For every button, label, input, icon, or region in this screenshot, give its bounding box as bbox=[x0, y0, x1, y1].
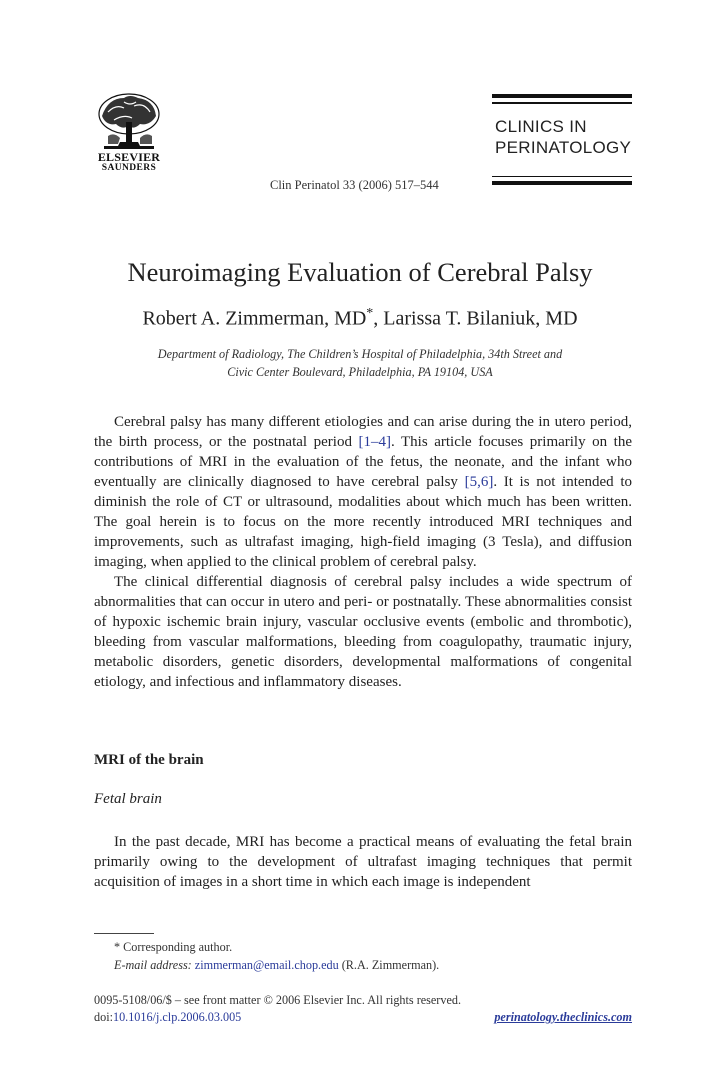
corresponding-marker[interactable]: * bbox=[366, 306, 374, 321]
publisher-imprint: SAUNDERS bbox=[101, 163, 157, 173]
banner-rule bbox=[492, 176, 632, 178]
journal-name-line1: CLINICS IN bbox=[495, 116, 587, 136]
page-footer bbox=[94, 992, 632, 1026]
author-list bbox=[0, 306, 720, 331]
citation-link[interactable]: [5,6] bbox=[464, 474, 494, 490]
journal-name-line2: PERINATOLOGY bbox=[495, 137, 632, 157]
banner-rule bbox=[492, 181, 632, 185]
affiliation-line: Department of Radiology, The Children’s Hospital of Philadelphia, 34th Street and bbox=[157, 347, 563, 361]
doi-link[interactable]: 10.1016/j.clp.2006.03.005 bbox=[112, 1010, 242, 1024]
publisher-name: ELSEVIER bbox=[97, 150, 161, 164]
paragraph-text: . This article focuses primarily on the contributions of MRI in the evaluation of the fetus, the neonate, and the infant who eventually are clinically diagnosed to have cerebral palsy bbox=[94, 434, 633, 490]
doi-line bbox=[94, 1009, 241, 1026]
email-link[interactable]: zimmerman@email.chop.edu bbox=[194, 958, 339, 972]
section-heading: MRI of the brain bbox=[94, 752, 204, 768]
article-title: Neuroimaging Evaluation of Cerebral Palsy bbox=[127, 257, 593, 287]
affiliation bbox=[120, 345, 600, 381]
paragraph: The clinical differential diagnosis of cerebral palsy includes a wide spectrum of abnormalities that can occur in utero and peri- or postnatally. These abnormalities consist of hypoxic ischemic brain injury, vascular occlusive events (embolic and thrombotic), bleeding from vascular malformations, bleeding from coagulopathy, traumatic injury, metabolic disorders, genetic disorders, developmental malformations of congenital etiology, and infectious and inflammatory diseases. bbox=[94, 574, 632, 690]
corresponding-author-note: * Corresponding author. bbox=[114, 940, 233, 954]
subsection-heading: Fetal brain bbox=[94, 791, 162, 807]
paragraph: In the past decade, MRI has become a practical means of evaluating the fetal brain primarily owing to the development of ultrafast imaging techniques that permit acquisition of images in a short time in which each image is independent bbox=[94, 834, 632, 890]
journal-citation: Clin Perinatol 33 (2006) 517–544 bbox=[270, 178, 439, 192]
elsevier-tree-icon bbox=[94, 92, 164, 152]
journal-website-link[interactable]: perinatology.theclinics.com bbox=[494, 1010, 632, 1024]
citation-link[interactable]: [1–4] bbox=[358, 434, 391, 450]
author-name: Larissa T. Bilaniuk, MD bbox=[383, 307, 578, 330]
paragraph-text: . It is not intended to diminish the role of CT or ultrasound, modalities about which much has been written. The goal herein is to focus on the more recently introduced MRI techniques and improvements, such as ultrafast imaging, high-field imaging (3 Tesla), and diffusion imaging, when applied to the clinical problem of cerebral palsy. bbox=[94, 474, 632, 570]
fetal-brain-text bbox=[94, 832, 632, 892]
doi-prefix: doi: bbox=[94, 1010, 113, 1024]
footnote-divider bbox=[94, 933, 154, 934]
email-label: E-mail address: bbox=[114, 958, 192, 972]
author-name: Robert A. Zimmerman, MD bbox=[142, 307, 367, 330]
paragraph-text: Cerebral palsy has many different etiologies and can arise during the in utero period, the birth process, or the postnatal period bbox=[94, 414, 632, 450]
affiliation-line: Civic Center Boulevard, Philadelphia, PA 19104, USA bbox=[227, 365, 493, 379]
issn-line: 0095-5108/06/$ – see front matter © 2006 Elsevier Inc. All rights reserved. bbox=[94, 993, 462, 1007]
intro-text bbox=[94, 412, 632, 692]
footnotes bbox=[114, 938, 439, 974]
banner-rule bbox=[492, 94, 632, 98]
journal-banner bbox=[492, 94, 632, 185]
email-note bbox=[114, 956, 439, 974]
author-separator: , bbox=[373, 307, 384, 330]
paragraph bbox=[94, 412, 632, 572]
email-owner: (R.A. Zimmerman). bbox=[338, 958, 440, 972]
elsevier-logo bbox=[94, 92, 164, 174]
